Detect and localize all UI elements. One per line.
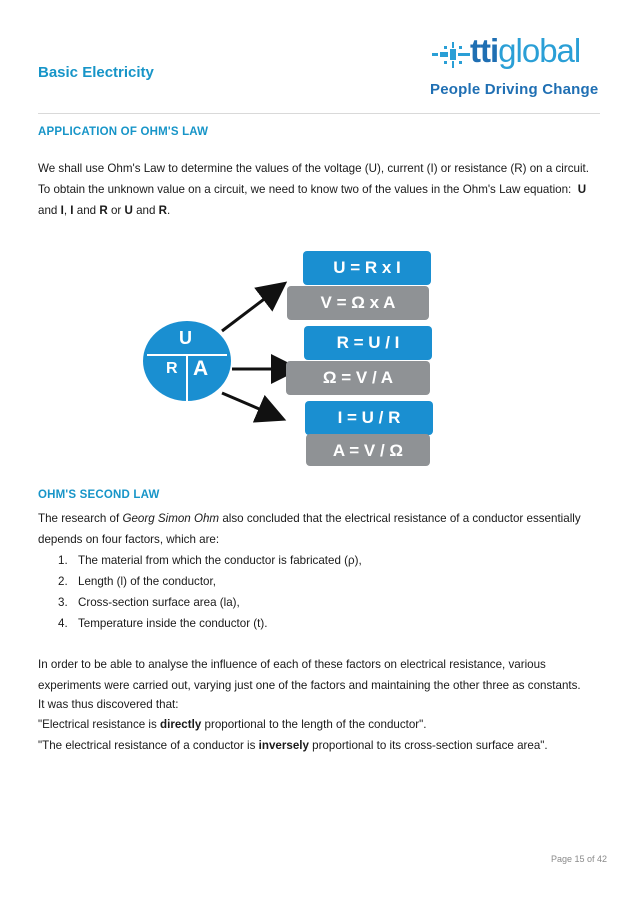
section1-paragraph [38,158,606,221]
section1-line2: To obtain the unknown value on a circuit, we need to know two of the values in the Ohm's Law equation: U [38,183,587,196]
formula-r-blue: R = U / I [304,326,432,360]
ohms-law-diagram [140,245,440,470]
logo-sparkle-icon [430,40,472,70]
logo-text-accent: global [498,32,581,69]
section-title-ohms-law: APPLICATION OF OHM'S LAW [38,126,209,138]
list-item: 2. Length (l) of the conductor, [58,575,216,588]
section-title-second-law: OHM'S SECOND LAW [38,489,160,501]
formula-ohm-gray: Ω = V / A [286,361,430,395]
ohms-triangle-circle [143,321,231,401]
formula-i-blue: I = U / R [305,401,433,435]
section2-paragraph2: In order to be able to analyse the influence of each of these factors on electrical resistance, various experiments were carried out, varying just one of the factors and maintaining the other three as constants. It was thus discovered that: "Electrical resistance is directly proportional to the length of the conductor". "The electrical resistance of a conductor is inversely proportional to its cross-section surface area". [38,654,606,756]
company-logo [430,34,605,80]
quote-inversely: "The electrical resistance of a conductor is inversely proportional to its cross-section surface area". [38,739,548,752]
factors-list [58,550,362,634]
formula-v-gray: V = Ω x A [287,286,429,320]
arrow-up [222,287,280,331]
section1-line3: and I, I and R or U and R. [38,204,171,217]
document-header-title: Basic Electricity [38,64,154,81]
company-tagline: People Driving Change [430,81,599,98]
arrow-down [222,393,278,417]
section2-paragraph1: The research of Georg Simon Ohm also concluded that the electrical resistance of a conductor essentially depends on four factors, which are: [38,512,581,546]
logo-text-main: tti [470,32,499,69]
section1-line1: We shall use Ohm's Law to determine the values of the voltage (U), current (I) or resistance (R) on a circuit. [38,162,589,175]
list-item: 1. The material from which the conductor is fabricated (ρ), [58,554,362,567]
quote-directly: "Electrical resistance is directly proportional to the length of the conductor". [38,718,427,731]
circle-label-r: R [166,360,178,377]
list-item: 3. Cross-section surface area (la), [58,596,240,609]
circle-label-u: U [179,328,192,348]
circle-divider-vertical [186,355,188,401]
formula-a-gray: A = V / Ω [306,434,430,466]
formula-u-blue: U = R x I [303,251,431,285]
list-item: 4. Temperature inside the conductor (t). [58,617,268,630]
circle-label-a: A [193,357,209,380]
header-divider [38,113,600,114]
page-number: Page 15 of 42 [551,854,608,864]
